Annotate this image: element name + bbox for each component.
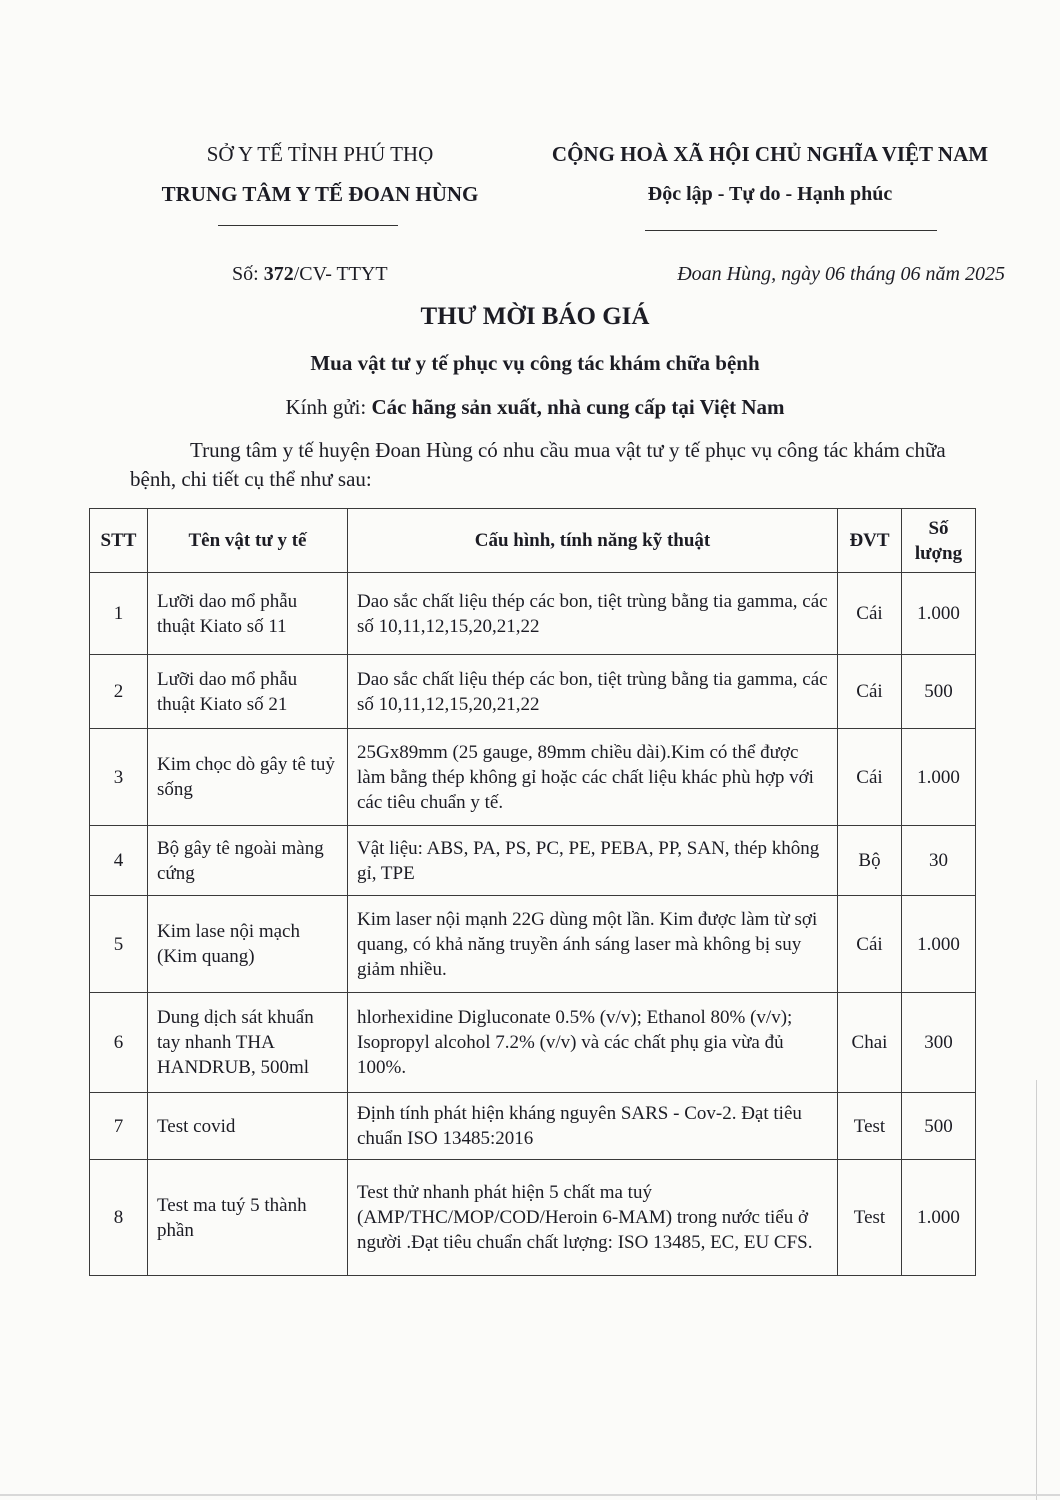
recipient-line [0,392,1060,422]
agency-underline [218,225,398,226]
cell-unit: Test [838,1160,902,1276]
header-unit: ĐVT [838,509,902,573]
header-qty [902,509,976,573]
cell-stt: 3 [90,729,148,826]
cell-spec: Kim laser nội mạnh 22G dùng một lần. Kim được làm từ sợi quang, có khả năng truyền ánh sáng laser mà không bị suy giảm nhiều. [348,896,838,993]
scan-edge-line [1036,1080,1037,1500]
cell-stt: 7 [90,1093,148,1160]
cell-spec: Định tính phát hiện kháng nguyên SARS - Cov-2. Đạt tiêu chuẩn ISO 13485:2016 [348,1093,838,1160]
document-number [232,260,388,288]
cell-spec: Dao sắc chất liệu thép các bon, tiệt trùng bằng tia gamma, các số 10,11,12,15,20,21,22 [348,573,838,655]
cell-name: Bộ gây tê ngoài màng cứng [148,826,348,896]
cell-unit: Cái [838,573,902,655]
items-table [89,508,976,1276]
recipient-value: Các hãng sản xuất, nhà cung cấp tại Việt Nam [371,395,785,419]
cell-stt: 8 [90,1160,148,1276]
header-name: Tên vật tư y tế [148,509,348,573]
table-row [90,573,976,655]
cell-spec: Test thử nhanh phát hiện 5 chất ma tuý (AMP/THC/MOP/COD/Heroin 6-MAM) trong nước tiểu ở người .Đạt tiêu chuẩn chất lượng: ISO 13485, EC, EU CFS. [348,1160,838,1276]
cell-stt: 6 [90,993,148,1093]
cell-name: Lưỡi dao mổ phẫu thuật Kiato số 21 [148,655,348,729]
cell-spec: 25Gx89mm (25 gauge, 89mm chiều dài).Kim có thể được làm bằng thép không gỉ hoặc các chất liệu khác phù hợp với các tiêu chuẩn y tế. [348,729,838,826]
scan-bottom-line [0,1494,1060,1496]
place-date: Đoan Hùng, ngày 06 tháng 06 năm 2025 [677,263,1005,285]
document-title: THƯ MỜI BÁO GIÁ [420,303,650,330]
table-row [90,993,976,1093]
cell-unit: Bộ [838,826,902,896]
document-number-prefix: Số: [232,263,264,285]
cell-name: Kim chọc dò gây tê tuỷ sống [148,729,348,826]
document-number-suffix: /CV- TTYT [293,263,388,285]
table-row [90,729,976,826]
document-subtitle: Mua vật tư y tế phục vụ công tác khám chữa bệnh [310,351,760,375]
table-row [90,655,976,729]
cell-unit: Chai [838,993,902,1093]
cell-qty: 30 [902,826,976,896]
table-header-row [90,509,976,573]
issuing-agency: TRUNG TÂM Y TẾ ĐOAN HÙNG [161,182,479,206]
parent-agency: SỞ Y TẾ TỈNH PHÚ THỌ [206,142,434,166]
cell-spec: Vật liệu: ABS, PA, PS, PC, PE, PEBA, PP, SAN, thép không gỉ, TPE [348,826,838,896]
cell-stt: 1 [90,573,148,655]
cell-stt: 2 [90,655,148,729]
table-row [90,896,976,993]
table-row [90,1160,976,1276]
table-row [90,1093,976,1160]
cell-qty: 1.000 [902,1160,976,1276]
cell-unit: Cái [838,655,902,729]
cell-name: Test ma tuý 5 thành phần [148,1160,348,1276]
cell-stt: 5 [90,896,148,993]
cell-name: Test covid [148,1093,348,1160]
table-row [90,826,976,896]
intro-paragraph: Trung tâm y tế huyện Đoan Hùng có nhu cầu mua vật tư y tế phục vụ công tác khám chữa bệnh, chi tiết cụ thể như sau: [130,438,946,491]
cell-unit: Cái [838,896,902,993]
header-qty-line1: Số [928,517,949,539]
document-number-value: 372 [263,263,294,285]
cell-name: Kim lase nội mạch (Kim quang) [148,896,348,993]
cell-qty: 500 [902,655,976,729]
cell-spec: hlorhexidine Digluconate 0.5% (v/v); Ethanol 80% (v/v); Isopropyl alcohol 7.2% (v/v) và các chất phụ gia vừa đủ 100%. [348,993,838,1093]
cell-name: Dung dịch sát khuẩn tay nhanh THA HANDRUB, 500ml [148,993,348,1093]
cell-stt: 4 [90,826,148,896]
cell-spec: Dao sắc chất liệu thép các bon, tiệt trùng bằng tia gamma, các số 10,11,12,15,20,21,22 [348,655,838,729]
cell-unit: Cái [838,729,902,826]
agency-header [130,140,510,208]
header-spec: Cấu hình, tính năng kỹ thuật [348,509,838,573]
national-header [525,140,1015,208]
cell-qty: 500 [902,1093,976,1160]
cell-unit: Test [838,1093,902,1160]
cell-name: Lưỡi dao mổ phẫu thuật Kiato số 11 [148,573,348,655]
cell-qty: 1.000 [902,896,976,993]
national-motto: Độc lập - Tự do - Hạnh phúc [647,183,893,205]
motto-underline [645,230,937,231]
cell-qty: 300 [902,993,976,1093]
national-title: CỘNG HOÀ XÃ HỘI CHỦ NGHĨA VIỆT NAM [551,142,989,166]
cell-qty: 1.000 [902,573,976,655]
header-stt: STT [90,509,148,573]
recipient-label: Kính gửi: [285,395,372,419]
header-qty-line2: lượng [914,542,963,564]
cell-qty: 1.000 [902,729,976,826]
